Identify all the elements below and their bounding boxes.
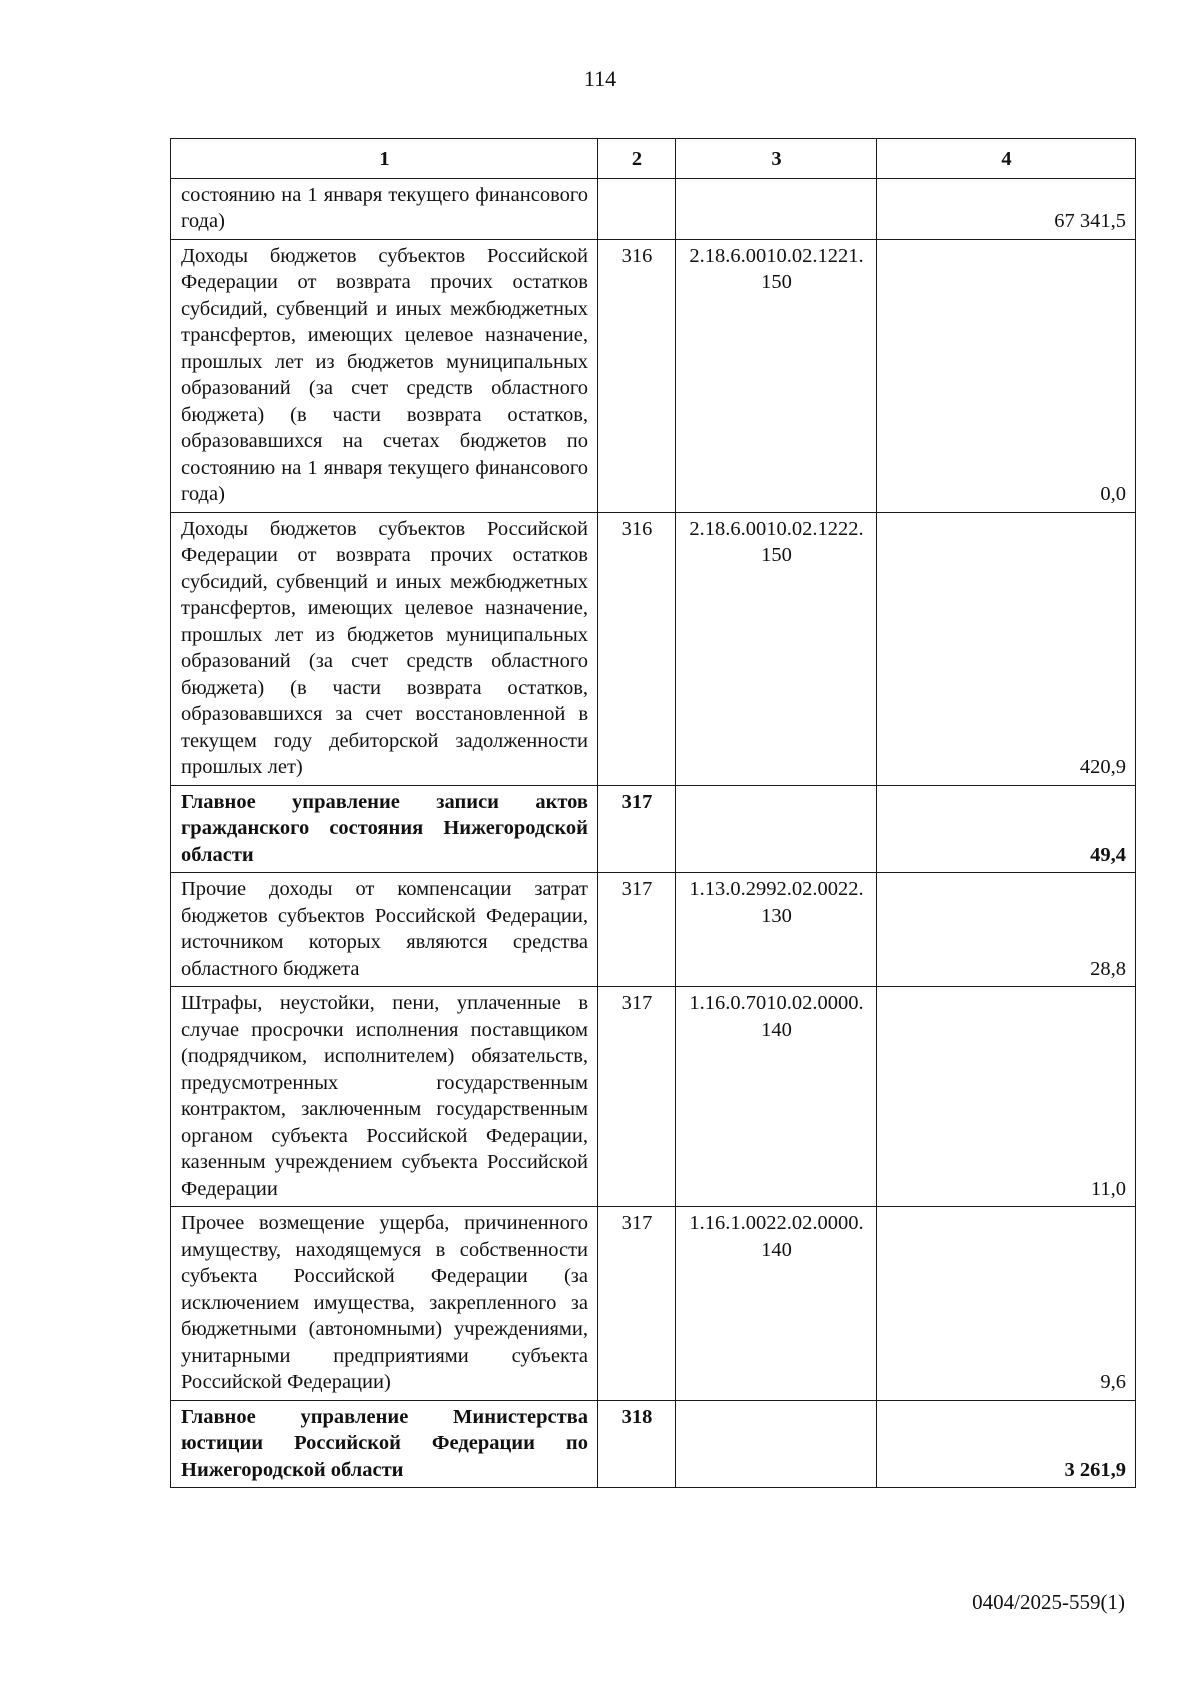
row-name: Главное управление Министерства юстиции Российской Федерации по Нижегородской области: [171, 1400, 598, 1488]
row-budget-code: 2.18.6.0010.02.1221. 150: [676, 239, 877, 512]
row-budget-code: 1.16.0.7010.02.0000. 140: [676, 987, 877, 1207]
header-col-4: 4: [877, 139, 1136, 179]
page-number: 114: [583, 66, 617, 91]
row-amount: 49,4: [877, 785, 1136, 873]
header-col-3: 3: [676, 139, 877, 179]
row-admin-code: 317: [598, 1207, 676, 1401]
header-col-2: 2: [598, 139, 676, 179]
table-row: [171, 178, 1136, 239]
row-amount: 9,6: [877, 1207, 1136, 1401]
row-amount: 0,0: [877, 239, 1136, 512]
table-row: [171, 512, 1136, 785]
row-admin-code: 316: [598, 239, 676, 512]
table-row: [171, 1207, 1136, 1401]
row-amount: 28,8: [877, 873, 1136, 987]
row-budget-code: [676, 178, 877, 239]
row-name: Прочие доходы от компенсации затрат бюджетов субъектов Российской Федерации, источником которых являются средства областного бюджета: [171, 873, 598, 987]
header-col-1: 1: [171, 139, 598, 179]
table-row: [171, 873, 1136, 987]
row-budget-code: [676, 1400, 877, 1488]
row-budget-code: 1.16.1.0022.02.0000. 140: [676, 1207, 877, 1401]
row-amount: 11,0: [877, 987, 1136, 1207]
row-admin-code: 317: [598, 987, 676, 1207]
row-amount: 67 341,5: [877, 178, 1136, 239]
table-row: [171, 239, 1136, 512]
row-name: Штрафы, неустойки, пени, уплаченные в случае просрочки исполнения поставщиком (подрядчиком, исполнителем) обязательств, предусмотренных государственным контрактом, заключенным государственным органом субъекта Российской Федерации, казенным учреждением субъекта Российской Федерации: [171, 987, 598, 1207]
row-budget-code: [676, 785, 877, 873]
row-name: состоянию на 1 января текущего финансового года): [171, 178, 598, 239]
revenue-table: [170, 138, 1136, 1488]
row-admin-code: 317: [598, 785, 676, 873]
row-name: Главное управление записи актов гражданского состояния Нижегородской области: [171, 785, 598, 873]
row-name: Прочее возмещение ущерба, причиненного имуществу, находящемуся в собственности субъекта Российской Федерации (за исключением имущества, закрепленного за бюджетными (автономными) учреждениями, унитарными предприятиями субъекта Российской Федерации): [171, 1207, 598, 1401]
row-budget-code: 1.13.0.2992.02.0022. 130: [676, 873, 877, 987]
row-admin-code: 316: [598, 512, 676, 785]
table-row-section: [171, 785, 1136, 873]
table-header-row: [171, 139, 1136, 179]
row-name: Доходы бюджетов субъектов Российской Федерации от возврата прочих остатков субсидий, субвенций и иных межбюджетных трансфертов, имеющих целевое назначение, прошлых лет из бюджетов муниципальных образований (за счет средств областного бюджета) (в части возврата остатков, образовавшихся за счет восстановленной в текущем году дебиторской задолженности прошлых лет): [171, 512, 598, 785]
table-row: [171, 987, 1136, 1207]
row-budget-code: 2.18.6.0010.02.1222. 150: [676, 512, 877, 785]
row-amount: 3 261,9: [877, 1400, 1136, 1488]
row-admin-code: 318: [598, 1400, 676, 1488]
document-code: 0404/2025-559(1): [972, 1590, 1125, 1614]
row-admin-code: [598, 178, 676, 239]
row-admin-code: 317: [598, 873, 676, 987]
row-name: Доходы бюджетов субъектов Российской Федерации от возврата прочих остатков субсидий, субвенций и иных межбюджетных трансфертов, имеющих целевое назначение, прошлых лет из бюджетов муниципальных образований (за счет средств областного бюджета) (в части возврата остатков, образовавшихся на счетах бюджетов по состоянию на 1 января текущего финансового года): [171, 239, 598, 512]
table-row-section: [171, 1400, 1136, 1488]
row-amount: 420,9: [877, 512, 1136, 785]
